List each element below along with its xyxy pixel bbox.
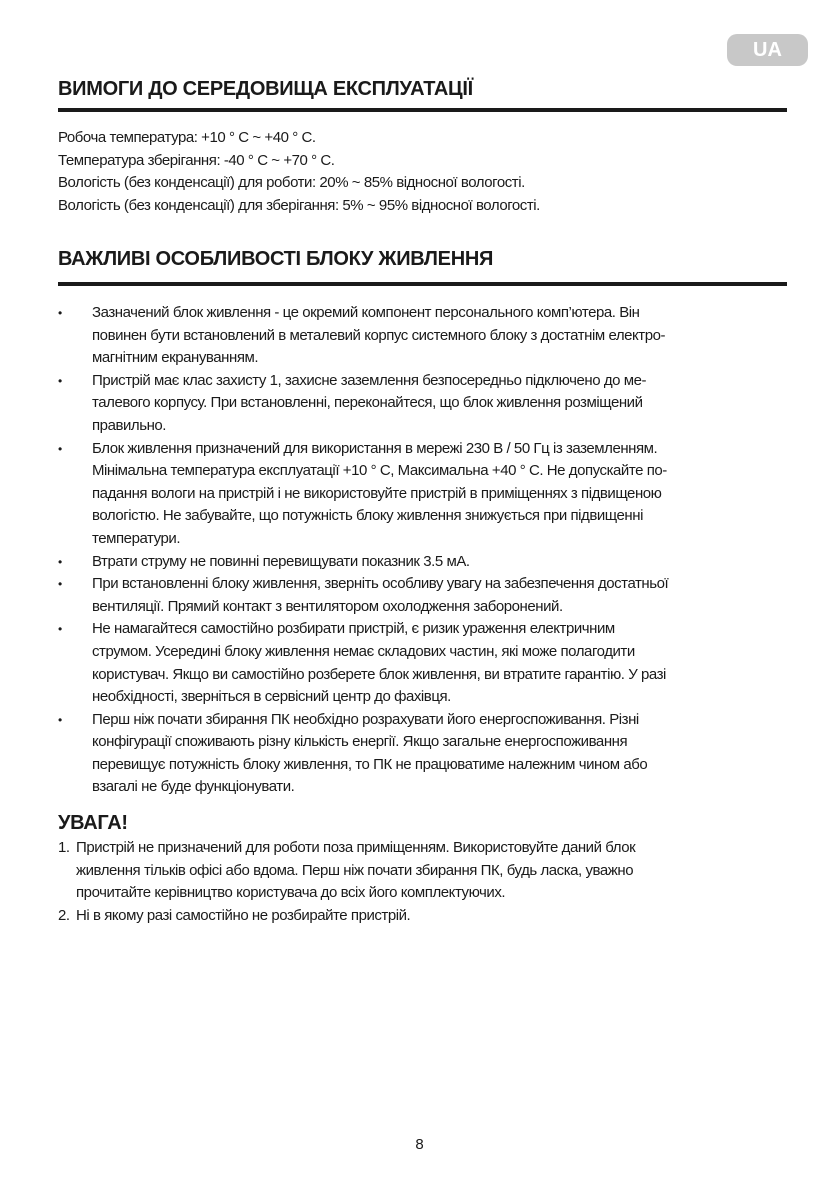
list-item-line: перевищує потужність блоку живлення, то ПК не працюватиме належним чином або bbox=[92, 755, 648, 773]
warning-item-line: Ні в якому разі самостійно не розбирайте пристрій. bbox=[76, 906, 411, 924]
section-title-psu-features: ВАЖЛИВІ ОСОБЛИВОСТІ БЛОКУ ЖИВЛЕННЯ bbox=[58, 248, 494, 270]
list-item-line: Пристрій має клас захисту 1, захисне заземлення безпосередньо підключено до ме- bbox=[92, 371, 647, 389]
list-item-line: температури. bbox=[92, 529, 181, 547]
list-item-line: конфігурації споживають різну кількість енергії. Якщо загальне енергоспоживання bbox=[92, 733, 628, 751]
list-item-line: падання вологи на пристрій і не використовуйте пристрій в приміщеннях з підвищеною bbox=[92, 484, 662, 502]
list-item-line: Втрати струму не повинні перевищувати показник 3.5 мА. bbox=[92, 552, 470, 570]
section-divider bbox=[58, 108, 787, 112]
list-item-line: Мінімальна температура експлуатації +10 ° С, Максимальна +40 ° С. Не допускайте по- bbox=[92, 462, 667, 480]
list-item-line: Не намагайтеся самостійно розбирати пристрій, є ризик ураження електричним bbox=[92, 620, 615, 638]
warning-item-line: Пристрій не призначений для роботи поза приміщенням. Використовуйте даний блок bbox=[76, 839, 636, 856]
spec-line: Температура зберігання: -40 ° C ~ +70 ° C. bbox=[58, 151, 335, 169]
warning-item bbox=[58, 837, 635, 905]
page-number: 8 bbox=[415, 1136, 424, 1153]
warning-title: УВАГА! bbox=[58, 812, 128, 834]
bullet-icon: • bbox=[58, 554, 63, 569]
list-item-line: Зазначений блок живлення - це окремий компонент персонального комп’ютера. Він bbox=[92, 304, 640, 321]
list-item bbox=[58, 618, 668, 708]
spec-line: Робоча температура: +10 ° C ~ +40 ° C. bbox=[58, 129, 316, 146]
list-item-line: Блок живлення призначений для використання в мережі 230 В / 50 Гц із заземленням. bbox=[92, 439, 658, 457]
list-item-line: вологістю. Не забувайте, що потужність блоку живлення знижується при підвищенні bbox=[92, 507, 643, 525]
list-item-line: правильно. bbox=[92, 416, 167, 434]
bullet-icon: • bbox=[58, 622, 63, 637]
list-item-line: необхідності, зверніться в сервісний центр до фахівця. bbox=[92, 688, 451, 706]
bullet-icon: • bbox=[58, 441, 63, 456]
list-item bbox=[58, 551, 668, 574]
warning-item-line: прочитайте керівництво користувача до всіх його комплектуючих. bbox=[76, 884, 506, 902]
item-number: 2. bbox=[58, 906, 70, 924]
list-item-line: струмом. Усередині блоку живлення немає складових частин, які може полагодити bbox=[92, 642, 635, 660]
environment-requirements bbox=[58, 127, 540, 217]
bullet-icon: • bbox=[58, 373, 63, 388]
section-title-environment: ВИМОГИ ДО СЕРЕДОВИЩА ЕКСПЛУАТАЦІЇ bbox=[58, 78, 473, 100]
language-badge: UA bbox=[727, 34, 808, 66]
list-item bbox=[58, 438, 668, 551]
warning-item-line: живлення тільків офісі або вдома. Перш ніж почати збирання ПК, будь ласка, уважно bbox=[76, 861, 634, 879]
section-divider bbox=[58, 282, 787, 286]
list-item bbox=[58, 302, 668, 370]
list-item-line: При встановленні блоку живлення, зверніть особливу увагу на забезпечення достатньої bbox=[92, 575, 669, 593]
list-item-line: повинен бути встановлений в металевий корпус системного блоку з достатнім електро- bbox=[92, 326, 666, 344]
warning-list bbox=[58, 837, 635, 927]
spec-line: Вологість (без конденсації) для роботи: 20% ~ 85% відносної вологості. bbox=[58, 174, 525, 192]
list-item bbox=[58, 709, 668, 799]
bullet-icon: • bbox=[58, 577, 63, 592]
list-item-line: магнітним екрануванням. bbox=[92, 349, 259, 367]
list-item bbox=[58, 370, 668, 438]
list-item-line: вентиляції. Прямий контакт з вентилятором охолодження заборонений. bbox=[92, 597, 563, 615]
item-number: 1. bbox=[58, 839, 70, 856]
spec-line: Вологість (без конденсації) для зберігання: 5% ~ 95% відносної вологості. bbox=[58, 196, 540, 214]
list-item-line: Перш ніж почати збирання ПК необхідно розрахувати його енергоспоживання. Різні bbox=[92, 710, 639, 728]
list-item-line: користувач. Якщо ви самостійно розберете блок живлення, ви втратите гарантію. У разі bbox=[92, 665, 666, 683]
list-item bbox=[58, 573, 668, 618]
bullet-icon: • bbox=[58, 306, 63, 320]
warning-item bbox=[58, 905, 635, 928]
bullet-icon: • bbox=[58, 712, 63, 727]
list-item-line: талевого корпусу. При встановленні, переконайтеся, що блок живлення розміщений bbox=[92, 394, 643, 412]
psu-features-list bbox=[58, 302, 668, 799]
list-item-line: взагалі не буде функціонувати. bbox=[92, 778, 295, 796]
